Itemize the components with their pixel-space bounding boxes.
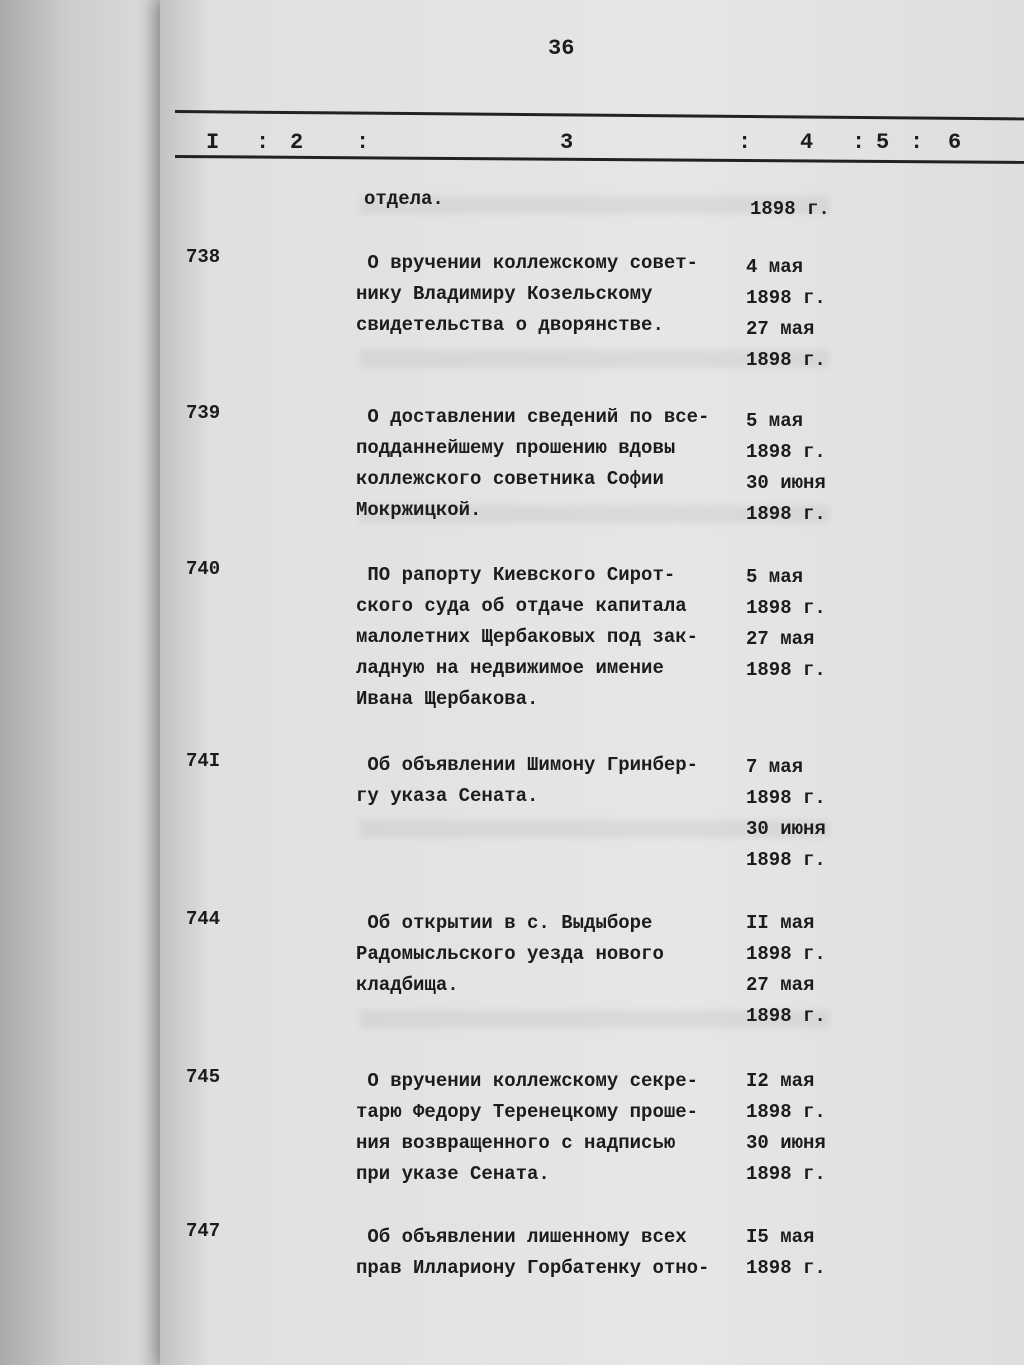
column-header-5: 5	[876, 130, 890, 155]
column-separator: :	[256, 130, 270, 155]
page-number: 36	[548, 36, 575, 61]
entry-number: 74I	[186, 750, 221, 772]
column-header-4: 4	[800, 130, 814, 155]
entry-description: ПО рапорту Киевского Сирот- ского суда об отдаче капитала малолетних Щербаковых под зак- ладную на недвижимое имение Ивана Щербакова.	[356, 564, 699, 710]
entry-description: О доставлении сведений по все- подданнейшему прошению вдовы коллежского советника Софии Мокржицкой.	[356, 406, 710, 521]
column-separator: :	[356, 130, 370, 155]
entry-description: Об объявлении лишенному всех прав Иллариону Горбатенку отно-	[356, 1226, 710, 1279]
binding-edge	[0, 0, 170, 1365]
entry-dates: I5 мая 1898 г.	[746, 1226, 826, 1279]
entry-number: 738	[186, 246, 221, 268]
entry-dates: I2 мая 1898 г. 30 июня 1898 г.	[746, 1070, 826, 1185]
entry-dates: II мая 1898 г. 27 мая 1898 г.	[746, 912, 826, 1027]
entry-description: Об объявлении Шимону Гринбер- гу указа Сената.	[356, 754, 699, 807]
entry-dates: 7 мая 1898 г. 30 июня 1898 г.	[746, 756, 826, 871]
entry-dates: 5 мая 1898 г. 27 мая 1898 г.	[746, 566, 826, 681]
entry-dates: 4 мая 1898 г. 27 мая 1898 г.	[746, 256, 826, 371]
entry-description-carryover: отдела.	[364, 188, 444, 210]
entry-dates-carryover: 1898 г.	[750, 198, 830, 220]
column-header-1: I	[206, 130, 220, 155]
column-header-3: 3	[560, 130, 574, 155]
entry-number: 744	[186, 908, 221, 930]
column-header-6: 6	[948, 130, 962, 155]
column-separator: :	[738, 130, 752, 155]
entry-number: 740	[186, 558, 221, 580]
column-header-2: 2	[290, 130, 304, 155]
entry-description: Об открытии в с. Выдыборе Радомысльского уезда нового кладбища.	[356, 912, 664, 996]
entry-description: О вручении коллежскому секре- тарю Федору Теренецкому проше- ния возвращенного с надписью при указе Сената.	[356, 1070, 699, 1185]
entry-number: 745	[186, 1066, 221, 1088]
entry-number: 739	[186, 402, 221, 424]
entry-number: 747	[186, 1220, 221, 1242]
entry-dates: 5 мая 1898 г. 30 июня 1898 г.	[746, 410, 826, 525]
column-separator: :	[910, 130, 924, 155]
column-separator: :	[852, 130, 866, 155]
entry-description: О вручении коллежскому совет- нику Владимиру Козельскому свидетельства о дворянстве.	[356, 252, 699, 336]
